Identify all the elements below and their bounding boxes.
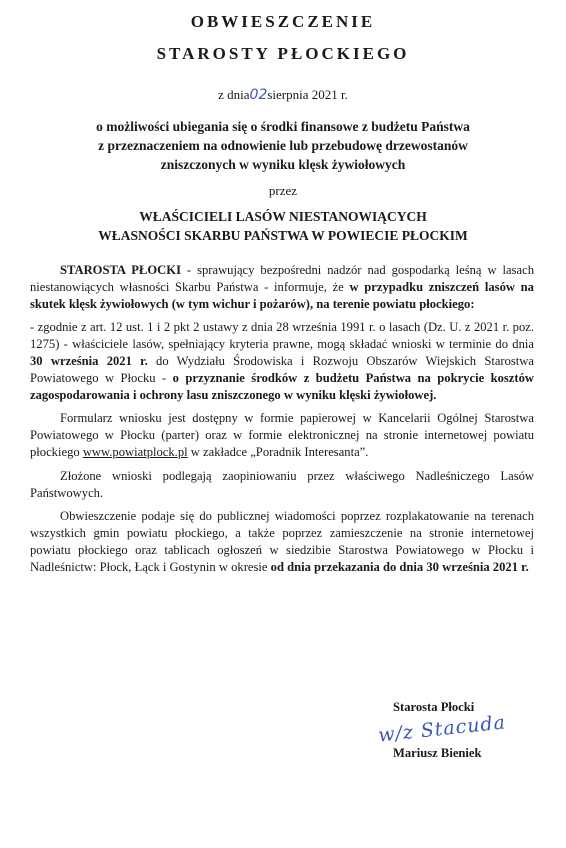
paragraph-bold-text: od dnia przekazania do dnia 30 września 2021 r. [270, 559, 529, 574]
subject-line: o możliwości ubiegania się o środki finansowe z budżetu Państwa [96, 119, 470, 134]
paragraph-text: w zakładce „Poradnik Interesanta”. [187, 444, 369, 459]
paragraph-text: - zgodnie z art. 12 ust. 1 i 2 pkt 2 ustawy z dnia 28 września 1991 r. o lasach (Dz. U. z 2021 r. poz. 1275) - właściciele lasów, spełniający kryteria prawne, mogą składać wnioski w terminie do dnia [30, 320, 534, 352]
signatory-name: Mariusz Bieniek [393, 746, 482, 760]
addressee-line: WŁAŚCICIELI LASÓW NIESTANOWIĄCYCH [139, 209, 427, 224]
paragraph-text: Obwieszczenie podaje się do publicznej wiadomości poprzez rozplakatowanie na terenach wszystkich gmin powiatu płockiego, a także poprzez zamieszczenie na stronie internetowej powiatu płockiego oraz tablicach ogłoszeń w siedzibie Starostwa Powiatowego w Płocku i Nadleśnictw: Płock, Łąck i Gostynin w okresie [30, 509, 534, 574]
paragraph-opinion: Złożone wnioski podlegają zaopiniowaniu przez właściwego Nadleśniczego Lasów Państwowych. [30, 468, 534, 500]
document-title: OBWIESZCZENIE [190, 12, 376, 31]
website-link[interactable]: www.powiatplock.pl [82, 444, 188, 459]
paragraph-legal-basis [30, 319, 534, 403]
paragraph-publication [30, 508, 534, 575]
addressee-line: WŁASNOŚCI SKARBU PAŃSTWA W POWIECIE PŁOCKIM [98, 228, 468, 243]
date-prefix: z dnia [218, 87, 250, 102]
date-handwritten-day: 02 [249, 87, 268, 103]
document-subject [30, 117, 536, 174]
date-suffix: sierpnia 2021 r. [267, 87, 348, 102]
paragraph-form-info [30, 410, 534, 460]
paragraph-bold-text: w przypadku zniszczeń lasów na skutek klęsk żywiołowych (w tym wichur i pożarów), na terenie powiatu płockiego: [30, 279, 534, 311]
przez-text: przez [268, 183, 298, 198]
starosta-lead: STAROSTA PŁOCKI [60, 263, 181, 277]
subject-line: z przeznaczeniem na odnowienie lub przebudowę drzewostanów [98, 138, 468, 153]
handwritten-signature: w/z Stacuda [377, 711, 507, 747]
paragraph-bold-text: o przyznanie środków z budżetu Państwa na pokrycie kosztów zagospodarowania i ochrony lasu zniszczonego w wyniku klęski żywiołowej. [30, 370, 534, 402]
paragraph-intro [30, 262, 534, 312]
paragraph-text: Formularz wniosku jest dostępny w formie papierowej w Kancelarii Ogólnej Starostwa Powiatowego w Płocku (parter) oraz w formie elektronicznej na stronie internetowej powiatu płockiego [30, 411, 534, 459]
document-date [0, 87, 566, 103]
subject-line: zniszczonych w wyniku klęsk żywiołowych [160, 157, 406, 172]
signature-title: Starosta Płocki [393, 700, 475, 714]
addressee [30, 207, 536, 245]
document-issuer: STAROSTY PŁOCKIEGO [156, 44, 410, 63]
paragraph-text: do Wydziału Środowiska i Rozwoju Obszarów Wiejskich Starostwa Powiatowego w Płocku - [30, 353, 534, 385]
paragraph-text: - sprawujący bezpośredni nadzór nad gospodarką leśną w lasach niestanowiących własności Skarbu Państwa - informuje, że [30, 263, 534, 294]
document-body [30, 262, 534, 583]
deadline-date: 30 września 2021 r. [30, 353, 148, 368]
